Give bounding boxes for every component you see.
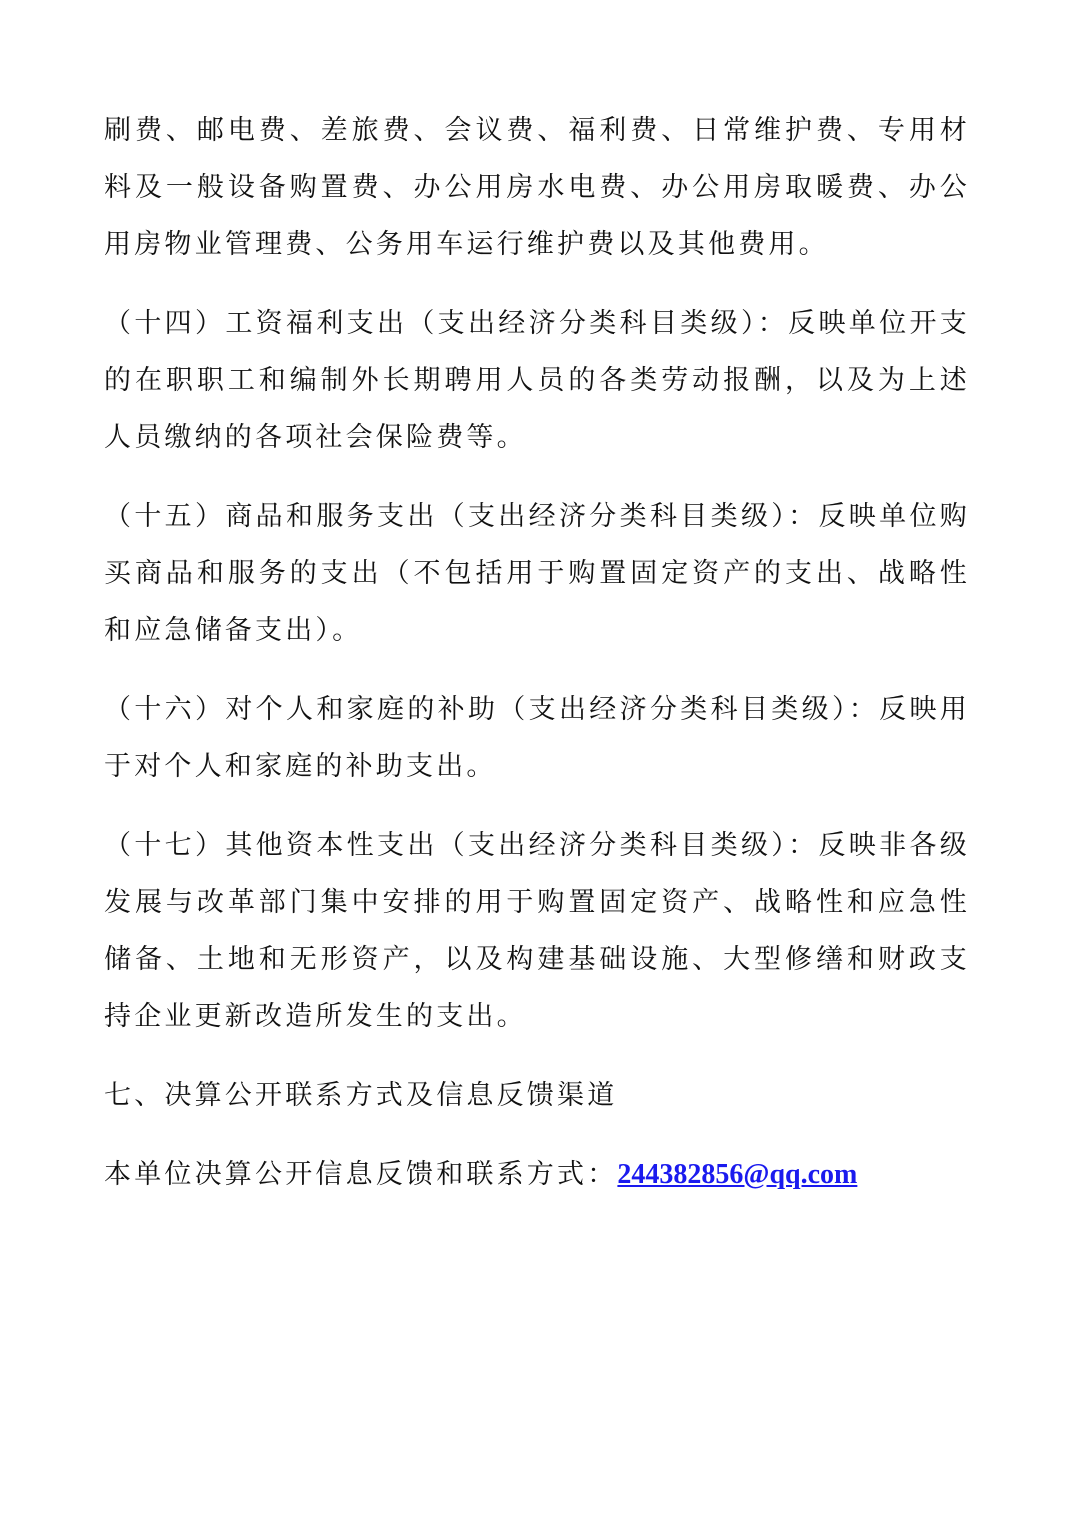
paragraph-other-capital: （十七）其他资本性支出（支出经济分类科目类级）：反映非各级发展与改革部门集中安排的用于购置固定资产、战略性和应急性储备、土地和无形资产，以及构建基础设施、大型修缮和财政支持企业更新改造所发生的支出。 [104, 830, 970, 1032]
paragraph-household-subsidy: （十六）对个人和家庭的补助（支出经济分类科目类级）：反映用于对个人和家庭的补助支出。 [104, 694, 970, 782]
document-page [104, 102, 970, 1225]
paragraph-expense-items: 刷费、邮电费、差旅费、会议费、福利费、日常维护费、专用材料及一般设备购置费、办公用房水电费、办公用房取暖费、办公用房物业管理费、公务用车运行维护费以及其他费用。 [104, 115, 970, 260]
contact-email-link[interactable]: 244382856@qq.com [617, 1159, 858, 1190]
contact-label: 本单位决算公开信息反馈和联系方式： [104, 1159, 618, 1190]
section-heading: 七、决算公开联系方式及信息反馈渠道 [104, 1080, 618, 1111]
contact-line [104, 1146, 970, 1203]
paragraph-wages-welfare: （十四）工资福利支出（支出经济分类科目类级）：反映单位开支的在职职工和编制外长期聘用人员的各类劳动报酬，以及为上述人员缴纳的各项社会保险费等。 [104, 308, 970, 453]
paragraph-goods-services: （十五）商品和服务支出（支出经济分类科目类级）：反映单位购买商品和服务的支出（不包括用于购置固定资产的支出、战略性和应急储备支出）。 [104, 501, 970, 646]
